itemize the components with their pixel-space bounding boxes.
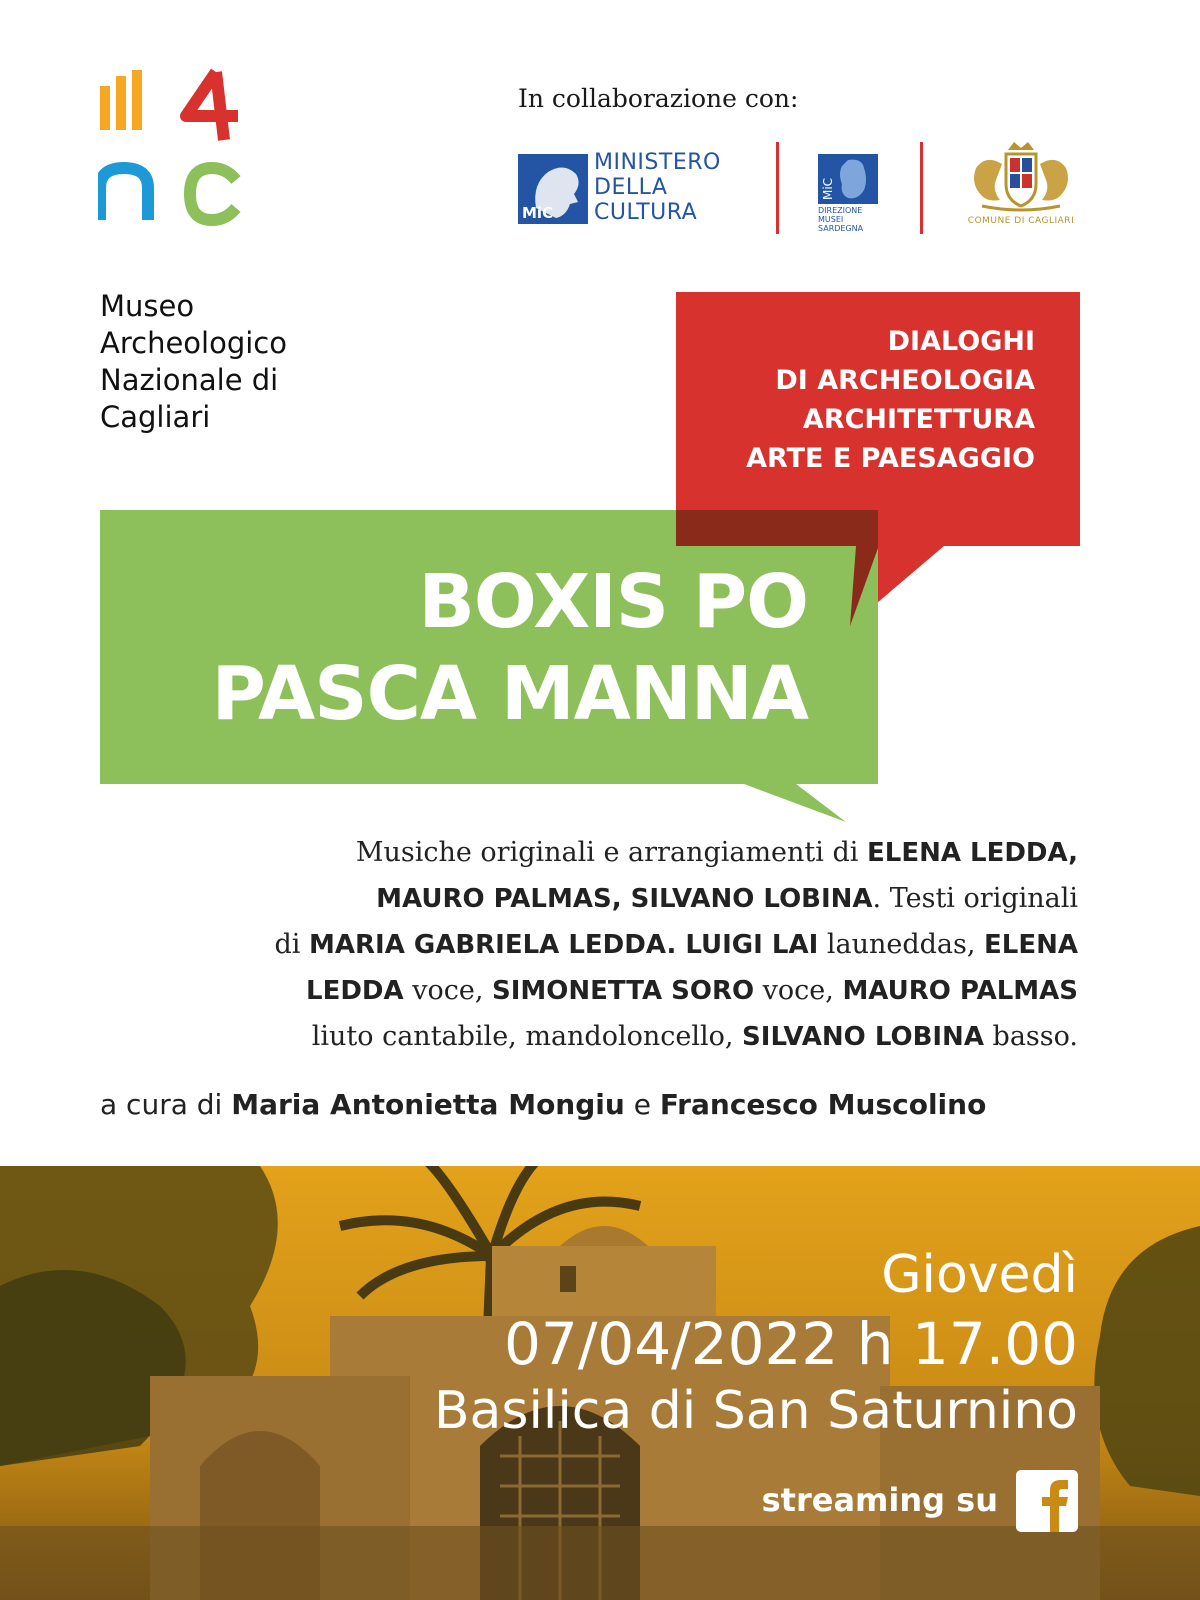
curator-name: Francesco Muscolino (659, 1088, 987, 1121)
credits-name: SILVANO LOBINA (742, 1022, 984, 1052)
museum-line4: Cagliari (100, 400, 211, 434)
credits-paragraph (130, 830, 1078, 1060)
svg-text:MiC: MiC (821, 177, 835, 200)
mic-line3: CULTURA (594, 200, 698, 225)
dms-line2: SARDEGNA (818, 224, 864, 233)
credits-text: voce, (403, 975, 492, 1006)
series-line2: DI ARCHEOLOGIA (775, 365, 1035, 396)
credits-name: ELENA LEDDA, (867, 838, 1078, 868)
series-title (700, 322, 1035, 478)
mic-line1: MINISTERO (594, 150, 721, 175)
dms-line1: DIREZIONE MUSEI (818, 206, 863, 224)
credits-text: Musiche originali e arrangiamenti di (355, 837, 867, 868)
credits-name: ELENA (984, 930, 1078, 960)
title-line1: BOXIS PO (418, 559, 808, 645)
event-day: Giovedì (881, 1245, 1078, 1305)
series-line4: ARTE E PAESAGGIO (746, 443, 1035, 474)
curators-joiner: e (624, 1088, 660, 1121)
credits-name: MAURO PALMAS (842, 976, 1078, 1006)
event-venue: Basilica di San Saturnino (433, 1381, 1078, 1441)
curators-prefix: a cura di (100, 1088, 232, 1121)
series-line1: DIALOGHI (887, 326, 1035, 357)
credits-text: launeddas, (818, 929, 985, 960)
credits-name: LEDDA (306, 976, 404, 1006)
museum-line1: Museo (100, 289, 195, 323)
curator-name: Maria Antonietta Mongiu (231, 1088, 625, 1121)
streaming-label: streaming su (761, 1481, 998, 1519)
series-line3: ARCHITETTURA (802, 404, 1035, 435)
museum-line3: Nazionale di (100, 363, 279, 397)
credits-name: MARIA GABRIELA LEDDA. LUIGI LAI (309, 930, 819, 960)
collab-label: In collaborazione con: (518, 84, 799, 113)
comune-label: COMUNE DI CAGLIARI (967, 216, 1075, 226)
museum-line2: Archeologico (100, 326, 287, 360)
credits-text: voce, (754, 975, 843, 1006)
credits-name: MAURO PALMAS, SILVANO LOBINA (376, 884, 873, 914)
mic-badge-text: MiC (522, 204, 554, 222)
credits-text: liuto cantabile, mandoloncello, (311, 1021, 743, 1052)
title-line2: PASCA MANNA (211, 651, 808, 737)
credits-text: basso. (983, 1021, 1078, 1052)
event-title (100, 556, 808, 740)
credits-text: di (274, 929, 310, 960)
mic-line2: DELLA (594, 175, 668, 200)
credits-text: . Testi originali (872, 883, 1078, 914)
facebook-icon[interactable] (1016, 1470, 1078, 1532)
credits-name: SIMONETTA SORO (492, 976, 755, 1006)
curators-line (100, 1088, 1078, 1121)
event-datetime: 07/04/2022 h 17.00 (504, 1310, 1078, 1378)
